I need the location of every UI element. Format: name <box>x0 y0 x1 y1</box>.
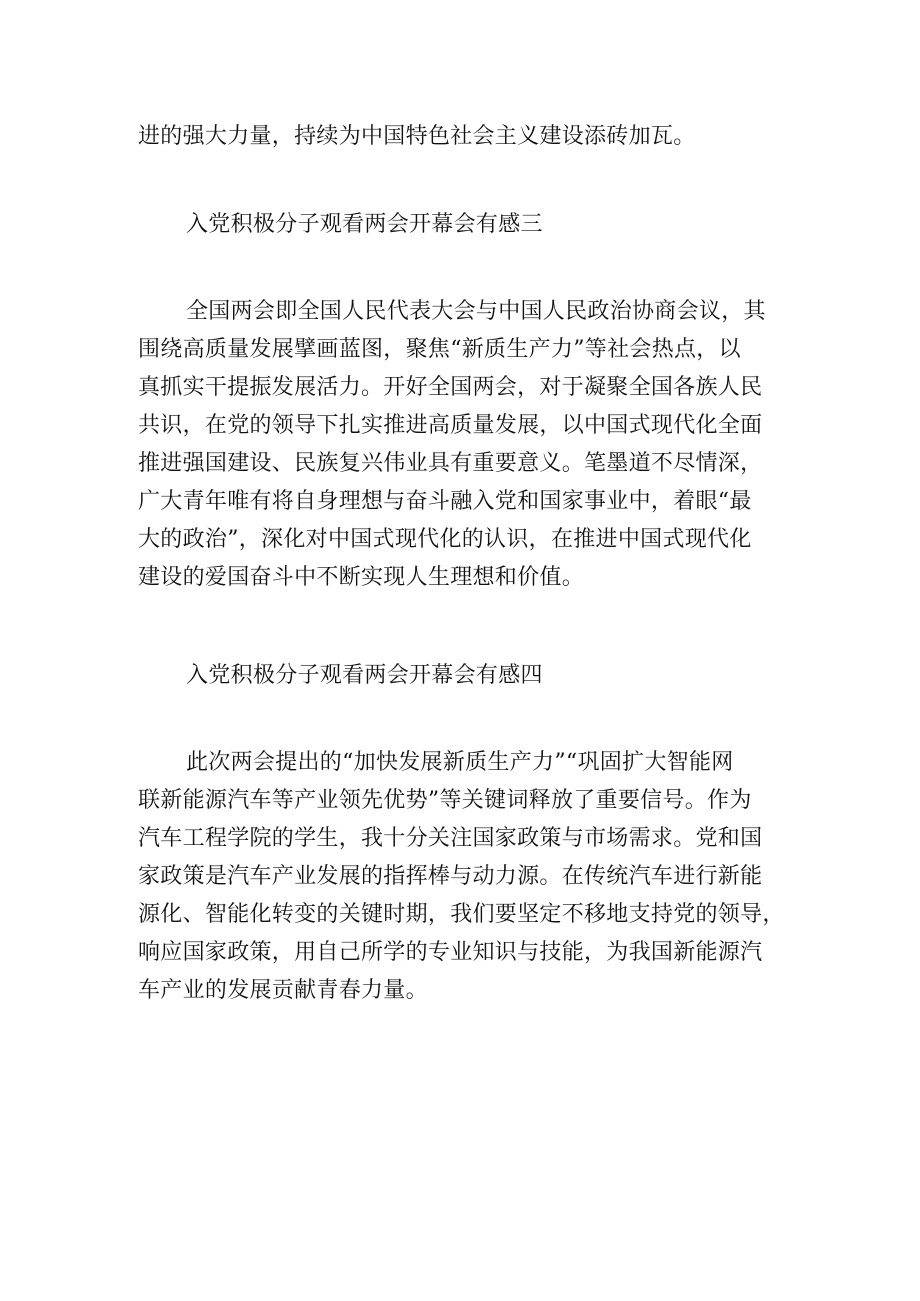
paragraph-line: 响应国家政策，用自己所学的专业知识与技能，为我国新能源汽 <box>138 940 763 965</box>
section-heading: 入党积极分子观看两会开幕会有感三 <box>186 212 543 237</box>
paragraph-line: 全国两会即全国人民代表大会与中国人民政治协商会议，其 <box>186 299 766 324</box>
paragraph-line: 家政策是汽车产业发展的指挥棒与动力源。在传统汽车进行新能 <box>138 864 763 889</box>
paragraph-line: 围绕高质量发展擘画蓝图，聚焦“新质生产力”等社会热点，以 <box>138 337 741 362</box>
paragraph-line: 大的政治”，深化对中国式现代化的认识，在推进中国式现代化 <box>138 527 752 552</box>
paragraph-line: 进的强大力量，持续为中国特色社会主义建设添砖加瓦。 <box>138 124 696 149</box>
paragraph-line: 真抓实干提振发展活力。开好全国两会，对于凝聚全国各族人民 <box>138 375 763 400</box>
section-heading: 入党积极分子观看两会开幕会有感四 <box>186 663 543 688</box>
paragraph-line: 推进强国建设、民族复兴伟业具有重要意义。笔墨道不尽情深， <box>138 451 763 476</box>
paragraph-line: 车产业的发展贡献青春力量。 <box>138 978 428 1003</box>
paragraph-line: 共识，在党的领导下扎实推进高质量发展，以中国式现代化全面 <box>138 413 763 438</box>
paragraph-line: 源化、智能化转变的关键时期，我们要坚定不移地支持党的领导， <box>138 902 785 927</box>
paragraph-line: 广大青年唯有将自身理想与奋斗融入党和国家事业中，着眼“最 <box>138 489 752 514</box>
paragraph-line: 建设的爱国奋斗中不断实现人生理想和价值。 <box>138 565 585 590</box>
paragraph-line: 汽车工程学院的学生，我十分关注国家政策与市场需求。党和国 <box>138 826 763 851</box>
paragraph-line: 联新能源汽车等产业领先优势”等关键词释放了重要信号。作为 <box>138 788 752 813</box>
paragraph-line: 此次两会提出的“加快发展新质生产力”“巩固扩大智能网 <box>186 750 734 775</box>
